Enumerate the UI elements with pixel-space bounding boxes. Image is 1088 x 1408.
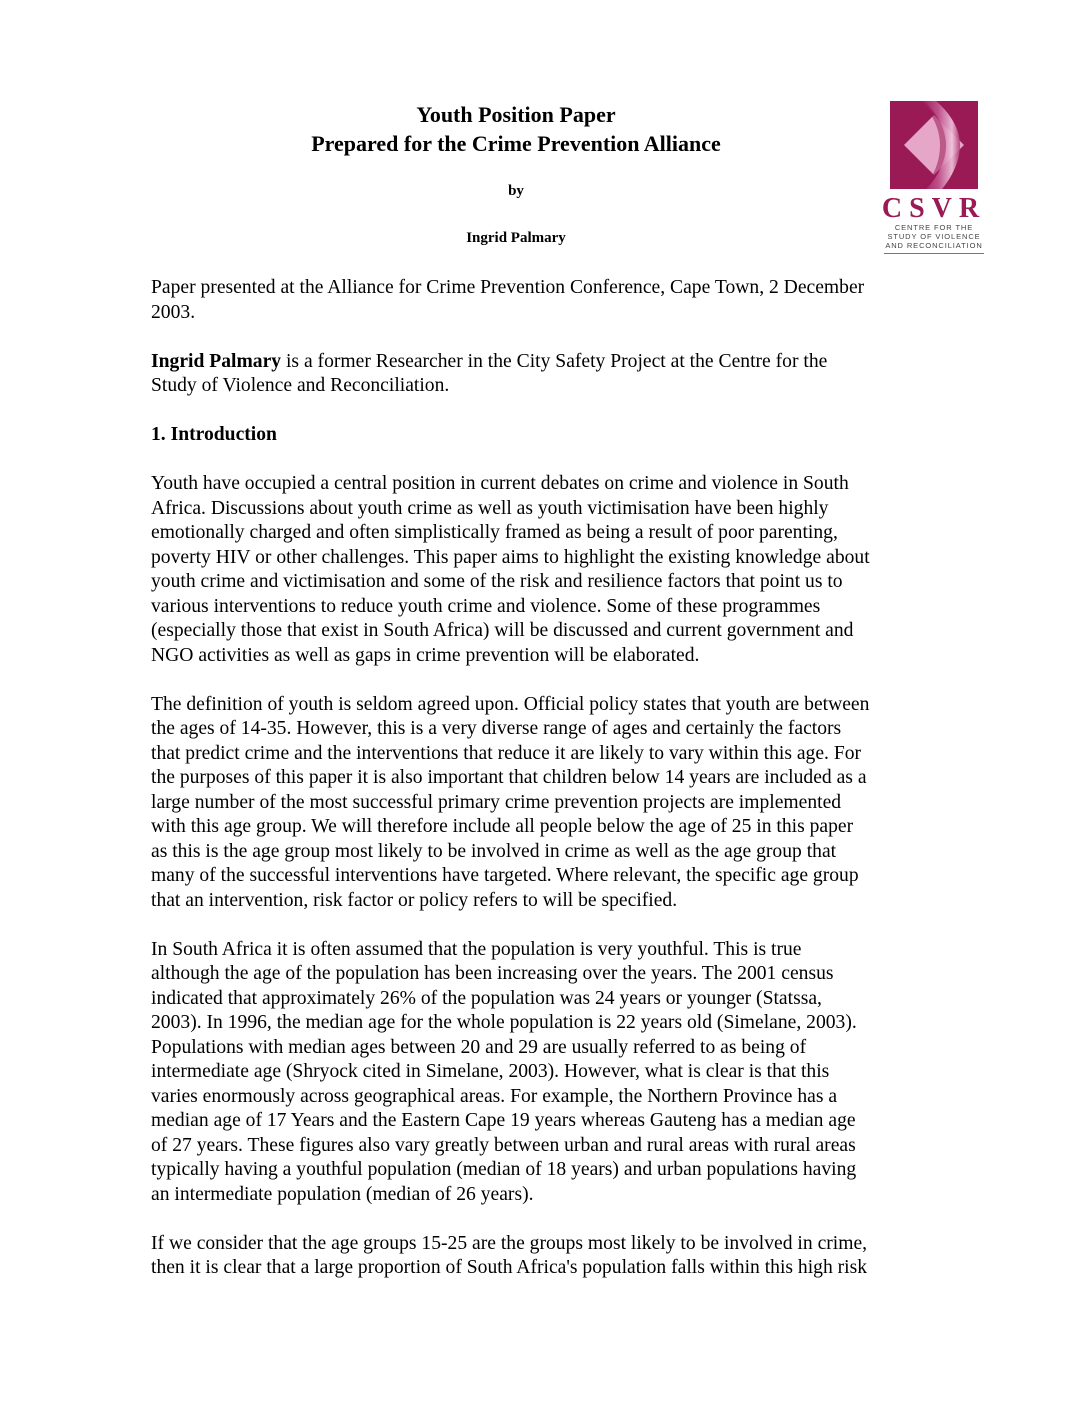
document-subtitle: Prepared for the Crime Prevention Alliance [311, 131, 721, 156]
text-line: various interventions to reduce youth crime and violence. Some of these programmes [151, 595, 821, 617]
presentation-note [151, 276, 941, 325]
text-line: an intermediate population (median of 26 years). [151, 1183, 534, 1205]
bio-text: is a former Researcher in the City Safety Project at the Centre for the [281, 350, 828, 372]
text-line: 2003. [151, 301, 196, 323]
text-line [151, 350, 941, 375]
text-line: although the age of the population has been increasing over the years. The 2001 census [151, 963, 834, 984]
text-line: Populations with median ages between 20 and 29 are usually referred to as being of [151, 1036, 807, 1058]
paragraph-3 [151, 938, 941, 1208]
text-line: then it is clear that a large proportion of South Africa's population falls within this high risk [151, 1257, 868, 1278]
text-line: In South Africa it is often assumed that the population is very youthful. This is true [151, 938, 802, 960]
text-line: varies enormously across geographical areas. For example, the Northern Province has a [151, 1085, 838, 1107]
logo-acronym: CSVR [881, 193, 987, 224]
text-line: Paper presented at the Alliance for Crime Prevention Conference, Cape Town, 2 December [151, 277, 865, 298]
text-line: Africa. Discussions about youth crime as well as youth victimisation have been highly [151, 497, 829, 519]
document-title: Youth Position Paper [416, 102, 616, 127]
paragraph-4 [151, 1232, 941, 1281]
text-line: intermediate age (Shryock cited in Simelane, 2003). However, what is clear is that this [151, 1061, 830, 1082]
text-line: of 27 years. These figures also vary greatly between urban and rural areas with rural areas [151, 1134, 856, 1156]
text-line: that an intervention, risk factor or policy refers to will be specified. [151, 889, 678, 911]
logo-divider [884, 253, 984, 254]
text-line: poverty HIV or other challenges. This paper aims to highlight the existing knowledge about [151, 546, 870, 568]
text-line: many of the successful interventions have targeted. Where relevant, the specific age group [151, 865, 859, 886]
text-line: The definition of youth is seldom agreed upon. Official policy states that youth are between [151, 693, 870, 715]
text-line: emotionally charged and often simplistically framed as being a result of poor parenting, [151, 522, 838, 543]
logo-diamond-icon [890, 101, 978, 189]
text-line: large number of the most successful primary crime prevention projects are implemented [151, 791, 842, 813]
text-line: median age of 17 Years and the Eastern Cape 19 years whereas Gauteng has a median age [151, 1110, 856, 1131]
text-line: NGO activities as well as gaps in crime prevention will be elaborated. [151, 644, 700, 666]
byline-label: by [508, 183, 524, 199]
text-line: (especially those that exist in South Africa) will be discussed and current government and [151, 620, 854, 641]
logo-subtitle-line-2: STUDY OF VIOLENCE [887, 232, 981, 241]
document-body [151, 276, 941, 1305]
text-line: 2003). In 1996, the median age for the whole population is 22 years old (Simelane, 2003). [151, 1012, 857, 1033]
author-name: Ingrid Palmary [466, 230, 566, 246]
paragraph-2 [151, 693, 941, 914]
paragraph-1 [151, 472, 941, 668]
logo-text [880, 195, 988, 254]
text-line: Study of Violence and Reconciliation. [151, 375, 450, 396]
logo-subtitle-line-3: AND RECONCILIATION [885, 241, 983, 250]
text-line: typically having a youthful population (median of 18 years) and urban populations having [151, 1159, 857, 1180]
text-line: with this age group. We will therefore include all people below the age of 25 in this paper [151, 816, 854, 837]
text-line: that predict crime and the interventions that reduce it are likely to vary within this age. For [151, 742, 862, 764]
author-bio [151, 350, 941, 399]
document-header [150, 100, 882, 248]
text-line: Youth have occupied a central position in current debates on crime and violence in South [151, 473, 849, 494]
section-heading-introduction: 1. Introduction [151, 424, 277, 445]
text-line: youth crime and victimisation and some of the risk and resilience factors that point us to [151, 571, 843, 592]
bio-author-name: Ingrid Palmary [151, 350, 282, 372]
logo-subtitle-line-1: CENTRE FOR THE [894, 223, 974, 232]
text-line: If we consider that the age groups 15-25 are the groups most likely to be involved in crime, [151, 1232, 868, 1254]
text-line: as this is the age group most likely to be involved in crime as well as the age group that [151, 840, 837, 862]
text-line: the purposes of this paper it is also important that children below 14 years are included as a [151, 767, 867, 788]
text-line: the ages of 14-35. However, this is a very diverse range of ages and certainly the factors [151, 718, 842, 739]
text-line: indicated that approximately 26% of the population was 24 years or younger (Statssa, [151, 987, 822, 1009]
